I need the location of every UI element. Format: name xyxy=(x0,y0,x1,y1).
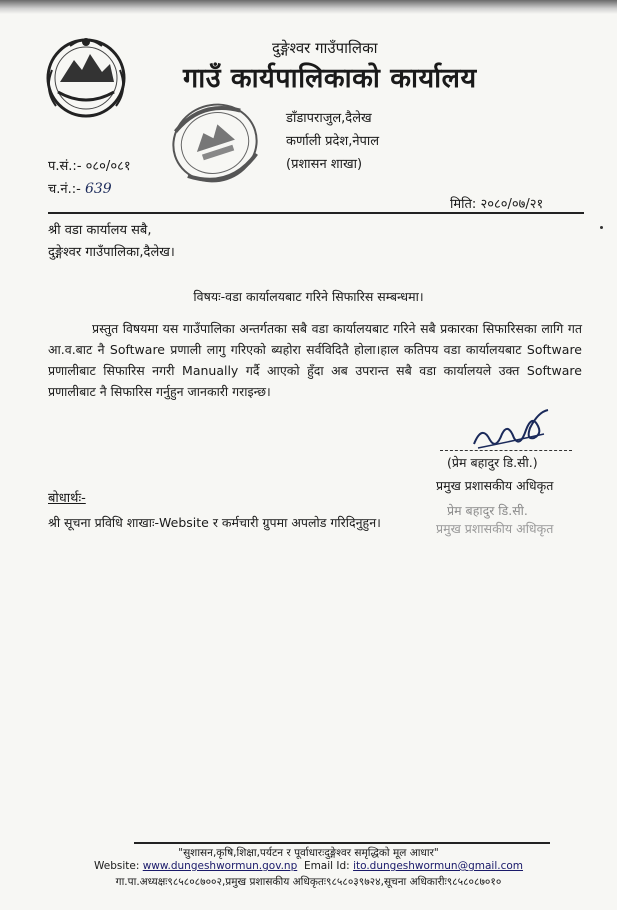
municipality-name: दुङ्गेश्वर गाउँपालिका xyxy=(272,39,378,57)
dispatch-number-value: 639 xyxy=(84,181,112,197)
office-seal-stamp xyxy=(155,96,275,191)
letter-number-value: ०८०/०८१ xyxy=(85,159,131,174)
dispatch-number-label: च.नं.:- xyxy=(48,182,81,197)
letter-date xyxy=(450,194,543,212)
website-link[interactable]: www.dungeshwormun.gov.np xyxy=(142,860,298,872)
date-value: २०८०/०७/२१ xyxy=(480,197,544,212)
office-title: गाउँ कार्यपालिकाको कार्यालय xyxy=(183,63,477,94)
address-line-1: डाँडापराजुल,दैलेख xyxy=(286,111,372,126)
footer-slogan: "सुशासन,कृषि,शिक्षा,पर्यटन र पूर्वाधारःदुङ्गेश्वर समृद्धिको मूल आधार" xyxy=(178,847,439,859)
recipient-line-1: श्री वडा कार्यालय सबै, xyxy=(48,223,152,238)
email-link[interactable]: ito.dungeshwormun@gmail.com xyxy=(353,860,524,872)
letter-number xyxy=(48,156,131,174)
footer-divider xyxy=(134,842,550,844)
date-label: मिति: xyxy=(450,197,477,212)
scan-mark xyxy=(600,226,603,229)
signature-line xyxy=(440,450,572,451)
handwritten-signature xyxy=(468,404,554,456)
letter-subject: विषयः-वडा कार्यालयबाट गरिने सिफारिस सम्बन्धमा। xyxy=(193,289,424,304)
letter-number-label: प.सं.:- xyxy=(48,159,82,174)
footer-phones: गा.पा.अध्यक्षः९८५८०८७००२,प्रमुख प्रशासकीय अधिकृतः९८५८०३९७२४,सूचना अधिकारीः९८५८०८७०१० xyxy=(115,876,502,888)
address-line-2: कर्णाली प्रदेश,नेपाल xyxy=(286,134,380,149)
letter-body: प्रस्तुत विषयमा यस गाउँपालिका अन्तर्गतका सबै वडा कार्यालयबाट गरिने सबै प्रकारका सिफारिसका लागि गत आ.व.बाट नै Software प्रणाली लागु गरिएको ब्यहोरा सर्वविदितै होला।हाल कतिपय वडा कार्यालयबाट Software प्रणालीबाट सिफारिस नगरी Manually गर्दै आएको हुँदा अब उपरान्त सबै वडा कार्यालयले उक्त Software प्रणालीबाट नै सिफारिस गर्नुहुन जानकारी गराइन्छ। xyxy=(48,321,582,399)
name-stamp: प्रेम बहादुर डि.सी. xyxy=(447,503,528,518)
nepal-emblem-icon xyxy=(40,30,132,122)
website-label: Website: xyxy=(93,860,140,872)
signatory-title: प्रमुख प्रशासकीय अधिकृत xyxy=(436,478,554,493)
signatory-name: (प्रेम बहादुर डि.सी.) xyxy=(447,455,538,470)
email-label: Email Id: xyxy=(303,860,350,872)
scan-edge-shadow xyxy=(0,0,617,14)
recipient-line-2: दुङ्गेश्वर गाउँपालिका,दैलेख। xyxy=(48,245,175,260)
footer-contacts xyxy=(0,860,617,872)
cc-line: श्री सूचना प्रविधि शाखाः-Website र कर्मचारी ग्रुपमा अपलोड गरिदिनुहुन। xyxy=(48,515,381,530)
cc-heading: बोधार्थः- xyxy=(48,491,86,506)
header-divider xyxy=(48,212,584,214)
section-name: (प्रशासन शाखा) xyxy=(286,157,363,172)
dispatch-number xyxy=(48,179,112,197)
title-stamp: प्रमुख प्रशासकीय अधिकृत xyxy=(436,521,554,536)
